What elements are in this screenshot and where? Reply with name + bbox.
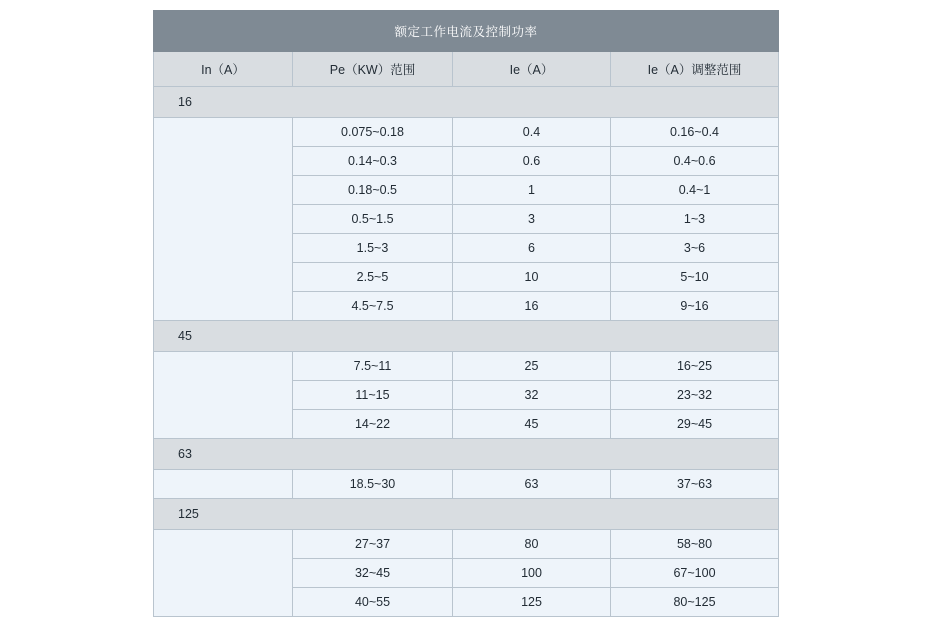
cell-ie: 25: [453, 352, 611, 381]
cell-ie-adjust-range: 58~80: [611, 530, 779, 559]
cell-ie-adjust-range: 0.16~0.4: [611, 118, 779, 147]
group-header-row: [154, 439, 779, 470]
cell-pe-range: 32~45: [293, 559, 453, 588]
table-header-row: [154, 52, 779, 87]
column-header-1: Pe（KW）范围: [293, 52, 453, 87]
group-header-row: [154, 321, 779, 352]
table-row: [154, 381, 779, 410]
cell-ie: 16: [453, 292, 611, 321]
in-spacer-cell: [154, 176, 293, 205]
cell-pe-range: 0.18~0.5: [293, 176, 453, 205]
table-row: [154, 263, 779, 292]
cell-ie-adjust-range: 80~125: [611, 588, 779, 617]
group-in-value: 63: [154, 439, 779, 470]
cell-ie-adjust-range: 1~3: [611, 205, 779, 234]
cell-ie-adjust-range: 3~6: [611, 234, 779, 263]
table-body: [154, 11, 779, 617]
cell-ie: 1: [453, 176, 611, 205]
table-row: [154, 410, 779, 439]
in-spacer-cell: [154, 292, 293, 321]
column-header-0: In（A）: [154, 52, 293, 87]
table-title: 额定工作电流及控制功率: [154, 11, 779, 52]
column-header-3: Ie（A）调整范围: [611, 52, 779, 87]
group-in-value: 16: [154, 87, 779, 118]
rated-current-power-table: [153, 10, 779, 617]
cell-pe-range: 4.5~7.5: [293, 292, 453, 321]
in-spacer-cell: [154, 263, 293, 292]
spec-table-container: [153, 10, 778, 617]
cell-ie-adjust-range: 37~63: [611, 470, 779, 499]
table-row: [154, 118, 779, 147]
in-spacer-cell: [154, 234, 293, 263]
cell-ie: 100: [453, 559, 611, 588]
cell-ie: 0.6: [453, 147, 611, 176]
cell-ie-adjust-range: 29~45: [611, 410, 779, 439]
table-row: [154, 530, 779, 559]
in-spacer-cell: [154, 588, 293, 617]
in-spacer-cell: [154, 559, 293, 588]
in-spacer-cell: [154, 205, 293, 234]
cell-ie-adjust-range: 9~16: [611, 292, 779, 321]
in-spacer-cell: [154, 530, 293, 559]
in-spacer-cell: [154, 147, 293, 176]
cell-ie-adjust-range: 23~32: [611, 381, 779, 410]
cell-ie: 45: [453, 410, 611, 439]
cell-pe-range: 1.5~3: [293, 234, 453, 263]
in-spacer-cell: [154, 118, 293, 147]
column-header-2: Ie（A）: [453, 52, 611, 87]
cell-pe-range: 0.075~0.18: [293, 118, 453, 147]
in-spacer-cell: [154, 381, 293, 410]
cell-ie: 32: [453, 381, 611, 410]
group-header-row: [154, 87, 779, 118]
cell-pe-range: 18.5~30: [293, 470, 453, 499]
cell-ie: 3: [453, 205, 611, 234]
cell-ie: 80: [453, 530, 611, 559]
table-row: [154, 292, 779, 321]
table-row: [154, 176, 779, 205]
group-in-value: 45: [154, 321, 779, 352]
cell-pe-range: 14~22: [293, 410, 453, 439]
table-row: [154, 559, 779, 588]
table-row: [154, 147, 779, 176]
table-row: [154, 470, 779, 499]
table-row: [154, 205, 779, 234]
cell-ie: 125: [453, 588, 611, 617]
cell-pe-range: 0.14~0.3: [293, 147, 453, 176]
cell-pe-range: 0.5~1.5: [293, 205, 453, 234]
cell-ie-adjust-range: 67~100: [611, 559, 779, 588]
cell-pe-range: 27~37: [293, 530, 453, 559]
cell-ie-adjust-range: 5~10: [611, 263, 779, 292]
in-spacer-cell: [154, 352, 293, 381]
in-spacer-cell: [154, 470, 293, 499]
cell-ie: 6: [453, 234, 611, 263]
cell-pe-range: 2.5~5: [293, 263, 453, 292]
cell-ie: 63: [453, 470, 611, 499]
cell-ie: 0.4: [453, 118, 611, 147]
table-row: [154, 588, 779, 617]
cell-ie-adjust-range: 0.4~1: [611, 176, 779, 205]
cell-pe-range: 11~15: [293, 381, 453, 410]
table-row: [154, 234, 779, 263]
table-title-row: [154, 11, 779, 52]
group-in-value: 125: [154, 499, 779, 530]
cell-ie-adjust-range: 0.4~0.6: [611, 147, 779, 176]
cell-ie-adjust-range: 16~25: [611, 352, 779, 381]
group-header-row: [154, 499, 779, 530]
in-spacer-cell: [154, 410, 293, 439]
cell-ie: 10: [453, 263, 611, 292]
cell-pe-range: 40~55: [293, 588, 453, 617]
cell-pe-range: 7.5~11: [293, 352, 453, 381]
table-row: [154, 352, 779, 381]
